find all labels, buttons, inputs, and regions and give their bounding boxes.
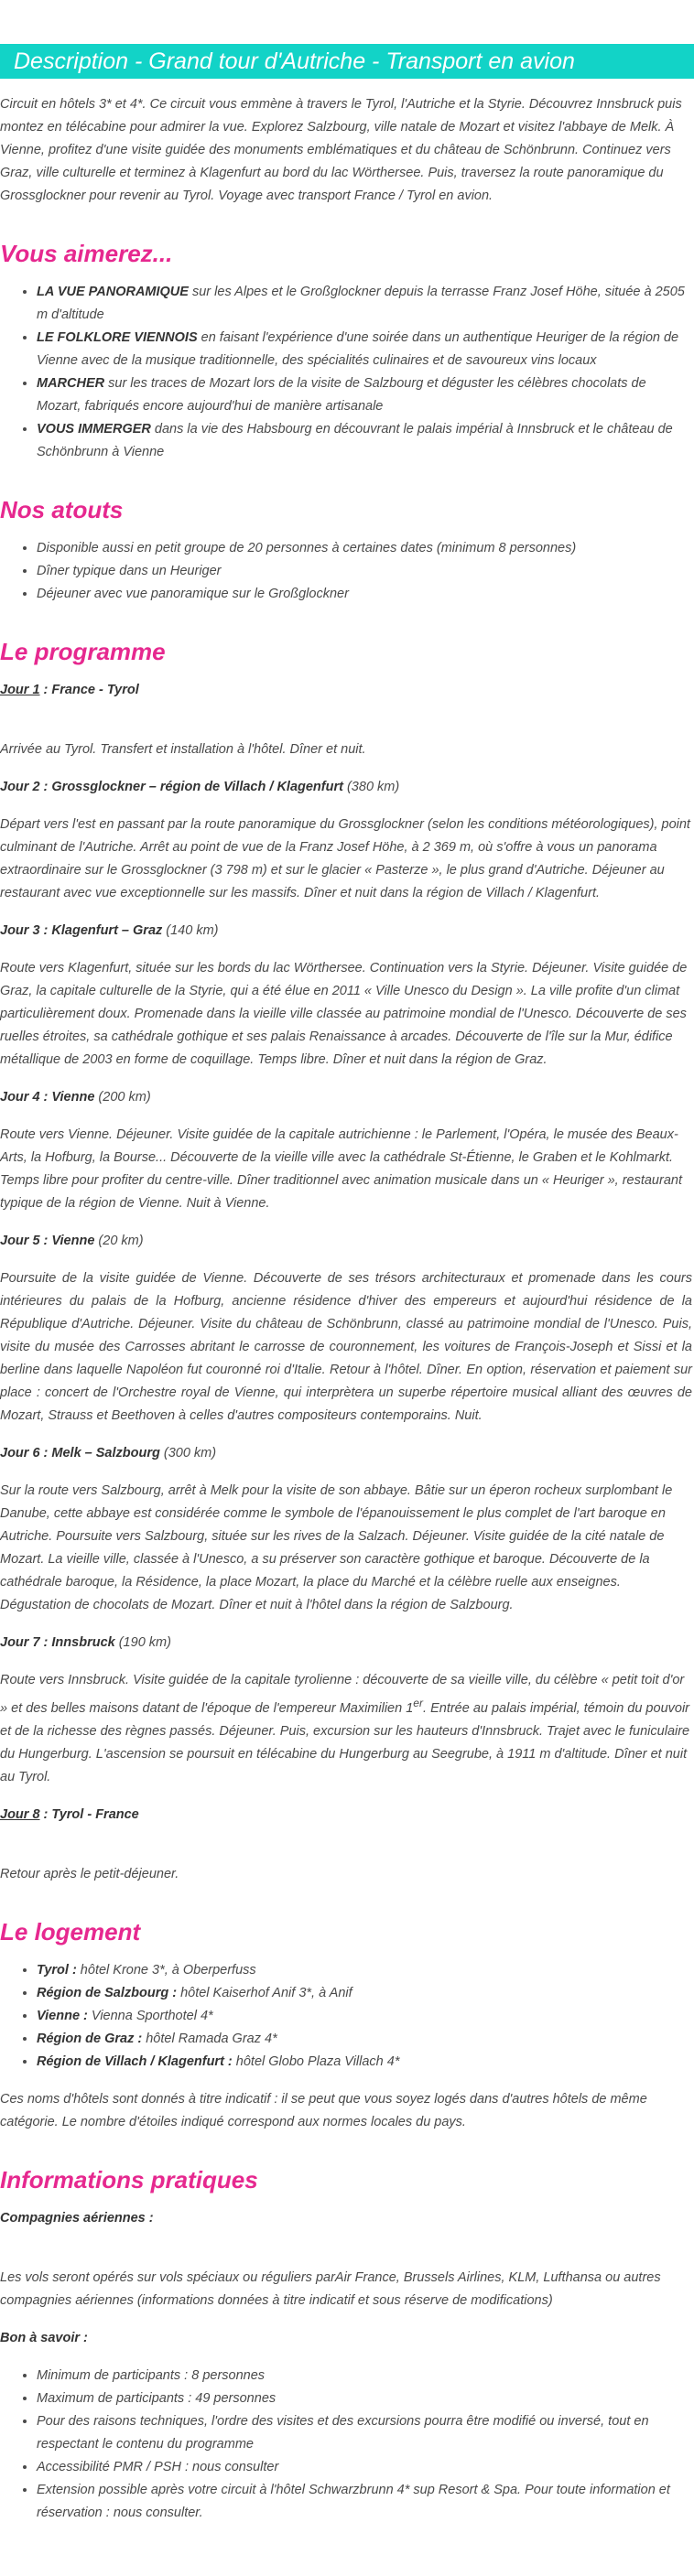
list-item: • Dîner typique dans un Heuriger xyxy=(37,560,694,583)
item-highlight: LE FOLKLORE VIENNOIS xyxy=(37,330,198,345)
section-title-infos: Informations pratiques xyxy=(0,2165,258,2193)
day-title: : Tyrol - France xyxy=(39,1806,139,1822)
logement-note: Ces noms d'hôtels sont donnés à titre indicatif : il se peut que vous soyez logés dans d'autres hôtels de même catégorie. Le nombre d'étoiles indiqué correspond aux normes locales du pays. xyxy=(0,2091,647,2129)
day-distance: (380 km) xyxy=(342,780,400,794)
item-text: sur les traces de Mozart lors de la visite de Salzbourg et déguster les célèbres chocolats de Mozart, fabriqués encore aujourd'hui de manière artisanale xyxy=(37,376,646,414)
day-distance: (140 km) xyxy=(162,923,219,938)
day-title: Jour 7 : Innsbruck xyxy=(0,1635,115,1650)
list-item: • Pour des raisons techniques, l'ordre des visites et des excursions pourra être modifié ou inversé, tout en respectant le contenu du programme xyxy=(37,2410,694,2456)
day-3-heading xyxy=(0,920,694,943)
item-region: Région de Graz : xyxy=(37,2031,143,2046)
item-hotel: Vienna Sporthotel 4* xyxy=(87,2008,213,2023)
list-item xyxy=(37,2005,694,2028)
list-item xyxy=(37,2028,694,2051)
day-8-text: Retour après le petit-déjeuner. xyxy=(0,1866,179,1881)
day-7-heading xyxy=(0,1632,694,1654)
day-1-heading xyxy=(0,679,694,702)
list-item: • Minimum de participants : 8 personnes xyxy=(37,2365,694,2387)
companies-text: Les vols seront opérés sur vols spéciaux ou réguliers parAir France, Brussels Airlines, KLM, Lufthansa ou autres compagnies aériennes (informations données à titre indicatif et sous réserve de modifications) xyxy=(0,2269,661,2308)
list-item xyxy=(37,327,694,372)
atouts-list xyxy=(0,537,694,606)
day-label: Jour 8 xyxy=(0,1806,40,1822)
description-banner: Description - Grand tour d'Autriche - Transport en avion xyxy=(0,44,694,79)
section-title-logement: Le logement xyxy=(0,1917,141,1945)
aimerez-list xyxy=(0,281,694,464)
companies-label: Compagnies aériennes : xyxy=(0,2210,154,2226)
item-highlight: LA VUE PANORAMIQUE xyxy=(37,285,189,299)
item-region: Région de Salzbourg : xyxy=(37,1985,178,2000)
day-7-text: Route vers Innsbruck. Visite guidée de la capitale tyrolienne : découverte de sa vieille ville, du célèbre « petit toit d'or » et des belles maisons datant de l'époque de l'empereur Maximilien 1er. Entrée au palais impérial, témoin du pouvoir et de la richesse des règnes passés. Déjeuner. Puis, excursion sur les hauteurs d'Innsbruck. Trajet avec le funiculaire du Hungerburg. L'ascension se poursuit en télécabine du Hungerburg au Seegrube, à 1911 m d'altitude. Dîner et nuit au Tyrol. xyxy=(0,1673,690,1784)
day-4-heading xyxy=(0,1086,694,1109)
list-item xyxy=(37,2051,694,2074)
section-title-aimerez: Vous aimerez... xyxy=(0,240,173,267)
list-item: • Accessibilité PMR / PSH : nous consulter xyxy=(37,2456,694,2479)
savoir-label: Bon à savoir : xyxy=(0,2330,88,2345)
item-region: Tyrol : xyxy=(37,1962,77,1978)
day-title: Jour 6 : Melk – Salzbourg xyxy=(0,1446,160,1460)
day-5-text: Poursuite de la visite guidée de Vienne. Découverte de ses trésors architecturaux et promenade dans les cours intérieures du palais de la Hofburg, ancienne résidence d'hiver des empereurs et aujourd'hui résidence de la République d'Autriche. Déjeuner. Visite du château de Schönbrunn, classé au patrimoine mondial de l'Unesco. Puis, visite du musée des Carrosses abritant le carrosse de couronnement, les voitures de François-Joseph et Sissi et la berline dans laquelle Napoléon fut couronné roi d'Italie. Retour à l'hôtel. Dîner. En option, réservation et paiement sur place : concert de l'Orchestre royal de Vienne, qui interprètera un superbe répertoire musical alliant des œuvres de Mozart, Strauss et Beethoven à celles d'autres compositeurs contemporains. Nuit. xyxy=(0,1271,692,1423)
day-distance: (20 km) xyxy=(94,1234,144,1248)
item-highlight: VOUS IMMERGER xyxy=(37,422,151,437)
list-item: • Disponible aussi en petit groupe de 20 personnes à certaines dates (minimum 8 personnes) xyxy=(37,537,694,560)
item-text: dans la vie des Habsbourg en découvrant le palais impérial à Innsbruck et le château de Schönbrunn à Vienne xyxy=(37,422,673,459)
item-hotel: hôtel Kaiserhof Anif 3*, à Anif xyxy=(177,1985,352,2000)
list-item xyxy=(37,418,694,464)
day-label: Jour 1 xyxy=(0,683,40,697)
day-5-heading xyxy=(0,1230,694,1253)
item-hotel: hôtel Globo Plaza Villach 4* xyxy=(232,2053,400,2069)
item-highlight: MARCHER xyxy=(37,376,105,391)
day-title: Jour 3 : Klagenfurt – Graz xyxy=(0,923,163,938)
day-title: : France - Tyrol xyxy=(39,683,139,697)
intro-paragraph: Circuit en hôtels 3* et 4*. Ce circuit vous emmène à travers le Tyrol, l'Autriche et la Styrie. Découvrez Innsbruck puis montez en télécabine pour admirer la vue. Explorez Salzbourg, ville natale de Mozart et visitez l'abbaye de Melk. À Vienne, profitez d'une visite guidée des monuments emblématiques et du château de Schönbrunn. Continuez vers Graz, ville culturelle et terminez à Klagenfurt au bord du lac Wörthersee. Puis, traversez la route panoramique du Grossglockner pour revenir au Tyrol. Voyage avec transport France / Tyrol en avion. xyxy=(0,97,682,203)
list-item: • Maximum de participants : 49 personnes xyxy=(37,2387,694,2410)
item-region: Région de Villach / Klagenfurt : xyxy=(37,2053,233,2069)
item-region: Vienne : xyxy=(37,2008,88,2023)
list-item xyxy=(37,1959,694,1982)
list-item: • Déjeuner avec vue panoramique sur le Großglockner xyxy=(37,583,694,606)
item-hotel: hôtel Ramada Graz 4* xyxy=(142,2031,277,2046)
item-hotel: hôtel Krone 3*, à Oberperfuss xyxy=(76,1962,256,1978)
list-item xyxy=(37,281,694,327)
day-3-text: Route vers Klagenfurt, située sur les bords du lac Wörthersee. Continuation vers la Styrie. Déjeuner. Visite guidée de Graz, la capitale culturelle de la Styrie, qui a été élue en 2011 « Ville Unesco du Design ». La ville profite d'un climat particulièrement doux. Promenade dans la vieille ville classée au patrimoine mondial de l'Unesco. Découverte de ses ruelles étroites, sa cathédrale gothique et ses palais Renaissance à arcades. Découverte de l'île sur la Mur, édifice métallique de 2003 en forme de coquillage. Temps libre. Dîner et nuit dans la région de Graz. xyxy=(0,961,688,1067)
list-item xyxy=(37,372,694,418)
item-text: en faisant l'expérience d'une soirée dans un authentique Heuriger de la région de Vienne avec de la musique traditionnelle, des spécialités culinaires et de savoureux vins locaux xyxy=(37,330,679,368)
list-item xyxy=(37,1982,694,2005)
section-title-atouts: Nos atouts xyxy=(0,496,124,523)
day-title: Jour 4 : Vienne xyxy=(0,1090,95,1105)
day-8-heading xyxy=(0,1804,694,1827)
savoir-list xyxy=(0,2365,694,2525)
day-2-heading xyxy=(0,776,694,799)
day-title: Jour 2 : Grossglockner – région de Villach / Klagenfurt xyxy=(0,780,343,794)
day-distance: (190 km) xyxy=(114,1635,171,1650)
item-text: sur les Alpes et le Großglockner depuis la terrasse Franz Josef Höhe, située à 2505 m d'altitude xyxy=(37,285,685,322)
list-item: • Extension possible après votre circuit à l'hôtel Schwarzbrunn 4* sup Resort & Spa. Pour toute information et réservation : nous consulter. xyxy=(37,2479,694,2525)
section-title-programme: Le programme xyxy=(0,638,166,665)
day-title: Jour 5 : Vienne xyxy=(0,1234,95,1248)
day-4-text: Route vers Vienne. Déjeuner. Visite guidée de la capitale autrichienne : le Parlement, l'Opéra, le musée des Beaux-Arts, la Hofburg, la Bourse... Découverte de la vieille ville avec la cathédrale St-Étienne, le Graben et le Kohlmarkt. Temps libre pour profiter du centre-ville. Dîner traditionnel avec animation musicale dans un « Heuriger », restaurant typique de la région de Vienne. Nuit à Vienne. xyxy=(0,1127,682,1211)
day-2-text: Départ vers l'est en passant par la route panoramique du Grossglockner (selon les conditions météorologiques), point culminant de l'Autriche. Arrêt au point de vue de la Franz Josef Höhe, à 2 369 m, où s'offre à vous un panorama extraordinaire sur le Grossglockner (3 798 m) et sur le glacier « Pasterze », le plus grand d'Autriche. Déjeuner au restaurant avec vue exceptionnelle sur les massifs. Dîner et nuit dans la région de Villach / Klagenfurt. xyxy=(0,817,690,900)
day-6-text: Sur la route vers Salzbourg, arrêt à Melk pour la visite de son abbaye. Bâtie sur un éperon rocheux surplombant le Danube, cette abbaye est considérée comme le symbole de l'épanouissement le plus complet de l'art baroque en Autriche. Poursuite vers Salzbourg, située sur les rives de la Salzach. Déjeuner. Visite guidée de la cité natale de Mozart. La vieille ville, classée à l'Unesco, a su préserver son caractère gothique et baroque. Découverte de la cathédrale baroque, la Résidence, la place Mozart, la place du Marché et la célèbre ruelle aux enseignes. Dégustation de chocolats de Mozart. Dîner et nuit à l'hôtel dans la région de Salzbourg. xyxy=(0,1483,673,1612)
day-1-text: Arrivée au Tyrol. Transfert et installation à l'hôtel. Dîner et nuit. xyxy=(0,742,366,757)
day-6-heading xyxy=(0,1442,694,1465)
day-distance: (300 km) xyxy=(159,1446,217,1460)
logement-list xyxy=(0,1959,694,2074)
day-distance: (200 km) xyxy=(94,1090,151,1105)
